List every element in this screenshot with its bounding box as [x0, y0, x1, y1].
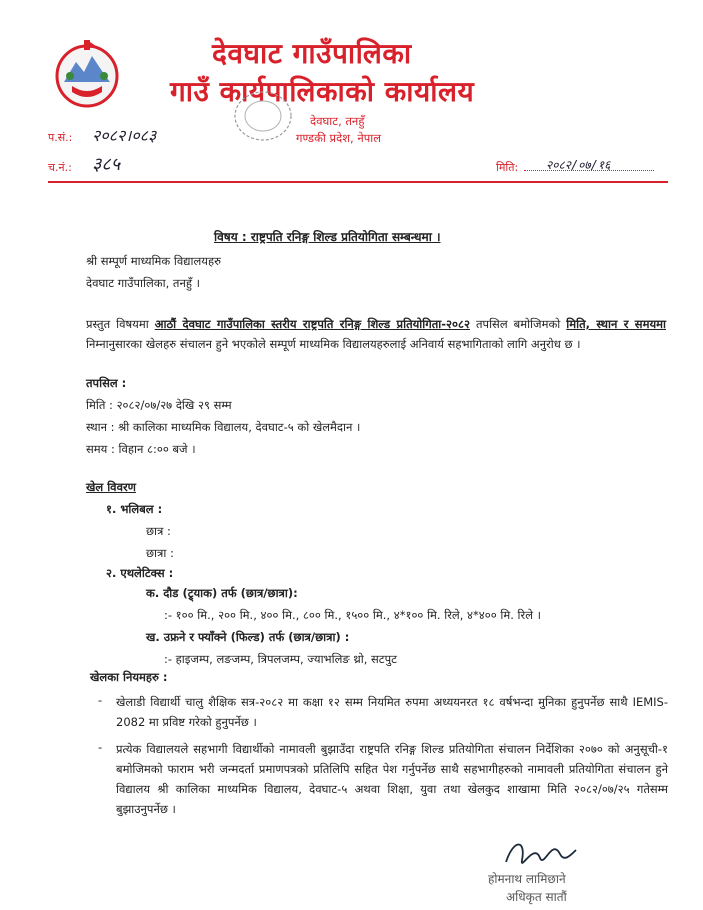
header-divider [48, 181, 668, 183]
date-label: मिति: [496, 161, 519, 174]
patra-label: प.सं.: [48, 131, 73, 144]
intro-text-a: प्रस्तुत विषयमा [86, 317, 155, 331]
rule2-text: प्रत्येक विद्यालयले सहभागी विद्यार्थीको नामावली बुझाउँदा राष्ट्रपति रनिङ्ग शिल्ड प्रतियोगिता संचालन निर्देशिका २०७० को अनुसूची-१ बमोजिमको फाराम भरी जन्मदर्ता प्रमाणपत्रको प्रतिलिपि सहित पेश गर्नुपर्नेछ साथै सहभागीहरुको नामावली प्रतियोगिता संचालन हुने विद्यालय श्री कालिका माध्यमिक विद्यालय, देवघाट-५ अथवा शिक्षा, युवा तथा खेलकुद शाखामा मिति २०८२/०७/२५ गतेसम्म बुझाउनुपर्नेछ । [116, 742, 668, 816]
chalani-label: च.नं.: [48, 161, 72, 174]
intro-event-name: आठौं देवघाट गाउँपालिका स्तरीय राष्ट्रपति रनिङ्ग शिल्ड प्रतियोगिता-२०८२ [154, 317, 470, 331]
volleyball-girls: छात्रा : [146, 546, 174, 560]
rules-heading: खेलका नियमहरु : [90, 670, 168, 684]
event-venue: स्थान : श्री कालिका माध्यमिक विद्यालय, देवघाट-५ को खेलमैदान । [86, 420, 361, 434]
athletics-track-events: :- १०० मि., २०० मि., ४०० मि., ८०० मि., १५०० मि., ४*१०० मि. रिले, ४*४०० मि. रिले । [164, 608, 542, 622]
date-value: २०८२/०७/१६ [546, 158, 611, 172]
tapasil-heading: तपसिल : [86, 376, 127, 390]
office-stamp [232, 88, 294, 144]
intro-text-c: तपसिल बमोजिमको [469, 317, 567, 331]
address-line1: देवघाट, तनहुँ [310, 114, 365, 128]
subject-line: विषय : राष्ट्रपति रनिङ्ग शिल्ड प्रतियोगिता सम्बन्धमा । [214, 230, 441, 244]
intro-paragraph [86, 314, 666, 354]
recipient-line2: देवघाट गाउँपालिका, तनहुँ । [86, 276, 200, 290]
intro-text-e: निम्नानुसारका खेलहरु संचालन हुने भएकोले सम्पूर्ण माध्यमिक विद्यालयहरुलाई अनिवार्य सहभागिताको लागि अनुरोध छ । [86, 337, 581, 351]
recipient-line1: श्री सम्पूर्ण माध्यमिक विद्यालयहरु [86, 254, 221, 268]
intro-date-place: मिति, स्थान र समयमा [566, 317, 666, 331]
signatory-name: होमनाथ लामिछाने [488, 872, 566, 886]
nepal-emblem-logo [50, 36, 124, 110]
signatory-post: अधिकृत सातौं [506, 890, 567, 904]
games-heading: खेल विवरण [86, 480, 136, 494]
office-title-line1: देवघाट गाउँपालिका [212, 37, 412, 70]
event-date: मिति : २०८२/०७/२७ देखि २९ सम्म [86, 398, 232, 412]
event-time: समय : विहान ८:०० बजे । [86, 442, 196, 456]
chalani-number: ३८५ [92, 154, 121, 175]
patra-number: २०८२।०८३ [92, 126, 157, 145]
athletics-field: ख. उफ्रने र फ्याँक्ने (फिल्ड) तर्फ (छात्र/छात्रा) : [146, 630, 350, 644]
rule1-bullet: - [98, 693, 103, 707]
game-volleyball: १. भलिबल : [106, 502, 163, 516]
athletics-field-events: :- हाइजम्प, लङजम्प, त्रिपलजम्प, ज्याभलिङ थ्रो, सटपुट [164, 652, 397, 666]
office-title-line2: गाउँ कार्यपालिकाको कार्यालय [170, 75, 475, 108]
volleyball-boys: छात्र : [146, 524, 171, 538]
game-athletics: २. एथलेटिक्स : [106, 566, 174, 580]
address-line2: गण्डकी प्रदेश, नेपाल [296, 131, 382, 145]
rule2-bullet: - [98, 740, 103, 754]
rule1-text: खेलाडी विद्यार्थी चालु शैक्षिक सत्र-२०८२ मा कक्षा १२ सम्म नियमित रुपमा अध्ययनरत १८ वर्षभन्दा मुनिका हुनुपर्नेछ साथै IEMIS-2082 मा प्रविष्ट गरेको हुनुपर्नेछ । [116, 695, 668, 729]
athletics-track: क. दौड (ट्र्याक) तर्फ (छात्र/छात्रा): [146, 586, 298, 600]
